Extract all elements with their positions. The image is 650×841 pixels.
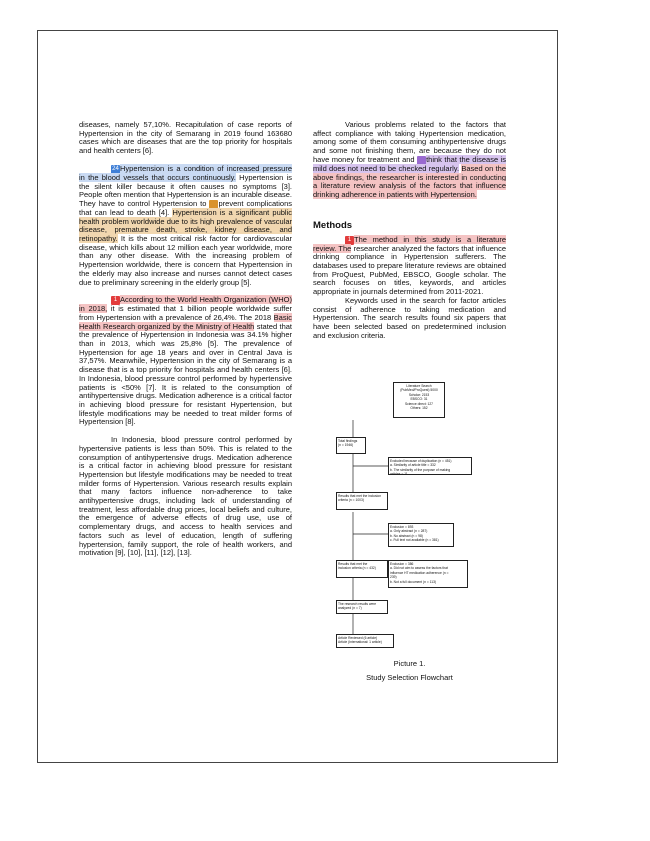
flowchart-box-total <box>336 437 366 454</box>
flowchart-box-line: a. Similarity of article title = 332 <box>390 463 436 468</box>
highlighted-text: The method in this study is a literature review. The <box>313 234 506 253</box>
text-run: diseases, namely 57,10%. Recapitulation of case reports of Hypertension in the city of Semarang in 2019 found 163680 cases which are diseases that are the top priority for hospitals and health centers [6]. <box>79 120 292 156</box>
flowchart-box-line: Article (International: 1 article) <box>338 640 382 645</box>
flowchart-box-line: inclusion criteria (n = 432) <box>338 566 376 571</box>
paragraph <box>79 436 292 558</box>
figure-caption-number: Picture 1. <box>393 659 426 668</box>
annotation-tag: 1 <box>111 296 120 305</box>
flowchart-box-line: (PubMed/ProQuest) 5000 <box>400 388 438 393</box>
flowchart-box-line: analyzed (n = 7) <box>338 606 362 611</box>
highlighted-text: Hypertension is a condition of increased pressure in the blood vessels that occurs continuously. <box>79 163 292 182</box>
highlighted-text: think that the disease is mild does not need to be checked regularly. <box>313 154 506 173</box>
paragraph <box>313 297 506 341</box>
paragraph <box>79 121 292 156</box>
text-run: researcher analyzed the factors that influence drinking compliance in Hypertension sufferers. The databases used to prepare literature reviews are obtained from ProQuest, PubMed, EBSCO, Google scholar. The search focuses on titles, keywords, and articles appropriate in journals determined from 2011-2021. <box>313 243 507 297</box>
flowchart-box-line: c. Full text not available (n = 381) <box>390 538 439 543</box>
flowchart-box-line: Exclusion = 386 <box>390 562 414 566</box>
text-run: stated that the prevalence of Hypertension in Indonesia was 34.1% higher than in 2013, which was 25,8% [5]. The prevalence of Hypertension for age 18 years and over in Central Java is 37,57%. Meanwhile, Hypertension in the city of Semarang is a disease that is a top priority for hospitals and health centers [6]. In Indonesia, blood pressure control performed by hypertensive patients is <50% [7]. It is related to the consumption of antihypertensive drugs. Medication adherence is a critical factor in achieving blood pressure for resistant Hypertension, but lifestyle modifications may be needed to treat milder forms of Hypertension [8]. <box>79 321 293 427</box>
paragraph <box>313 236 506 297</box>
flowchart-box-line: Others: 152 <box>410 406 428 411</box>
text-run: In Indonesia, blood pressure control performed by hypertensive patients is less than 50%. This is related to the consumption of antihypertensive drugs. Medication adherence is a critical factor in achieving blood pressure for resistant Hypertension but lifestyle modifications may be needed to treat milder forms of Hypertension. Various research results explain that many factors influence non-adherence to take antihypertensive drugs, including lack of understanding of treatment, less affordable drug prices, local beliefs and culture, the emergence of adverse effects of drug use, use of complementary drugs, and access to health services and factors such as level of education, length of suffering hypertension, family support, the role of health workers, and motivation [9], [10], [11], [12], [13]. <box>79 435 292 558</box>
flowchart-box-line: Literature Search <box>406 384 432 388</box>
highlighted-text: Hypertension is a significant public health problem worldwide due to its high prevalence of vascular disease, premature death, stroke, kidney disease, and retinopathy. <box>79 207 292 244</box>
highlighted-text: Based on the above findings, the researcher is interested in conducting a literature review analysis of the factors that influence drinking adherence in patients with Hypertension. <box>313 163 506 199</box>
flowchart-box-line: b. No abstract (n = 98) <box>390 533 423 538</box>
flowchart-box-line: Total findings <box>338 439 358 443</box>
flowchart-box-exclusion3 <box>388 560 468 588</box>
figure-caption-title: Study Selection Flowchart <box>366 673 453 682</box>
flowchart-box-identification <box>393 382 445 418</box>
flowchart-box-line: b. The similarity of the purpose of making <box>390 467 451 472</box>
flowchart-box-inclusion <box>336 492 388 510</box>
annotation-tag: 1 <box>345 236 354 245</box>
text-run: it is estimated that 1 billion people worldwide suffer from Hypertension with a prevalence of 26,4%. The 2018 <box>79 304 292 322</box>
text-run: Hypertension is the silent killer because it often causes no symptoms [3]. People often mention that Hypertension is an incurable disease. They have to control Hypertension to <box>79 172 292 208</box>
methods-section <box>313 236 506 341</box>
flowchart-box-line: a. Did not aim to assess the factors that <box>390 566 448 571</box>
flowchart-box-line: The research results were <box>338 602 377 606</box>
flowchart-box-review <box>336 600 388 614</box>
flowchart-box-line: influence HT medication adherence (n = <box>390 570 449 575</box>
highlighted-text: According to the World Health Organization (WHO) in 2018, <box>79 295 292 314</box>
paragraph <box>79 165 292 287</box>
flowchart-box-excluded1 <box>388 457 472 475</box>
flowchart-box-line: criteria (n = 1003) <box>338 498 364 503</box>
annotation-tag: 24 <box>112 165 119 172</box>
text-run: Various problems related to the factors that affect compliance with taking Hypertension medication, among some of them consuming antihypertensive drugs and some not finishing them, are because they do not have money for treatment and <box>313 120 506 164</box>
text-run: It is the most critical risk factor for cardiovascular disease, which kills about 12 million each year worldwide, more than any other disease. With the increasing problem of Hypertension worldwide, there is concern that Hypertension in the elderly may also increase and nurses cannot detect cases due to preliminary screening in the elderly group [5]. <box>79 234 292 287</box>
flowchart-box-final <box>336 634 394 648</box>
flowchart-box-line: Article Reviewed (6 article) <box>338 636 378 640</box>
methods-heading: Methods <box>313 219 353 231</box>
flowchart-box-line: 239) <box>390 575 397 580</box>
flowchart-box-line: articles = 11 <box>390 472 408 475</box>
paragraph <box>79 296 292 427</box>
flowchart-box-exclusion2 <box>388 523 454 547</box>
flowchart-box-line: (n = 1946) <box>338 443 354 448</box>
flowchart-box-line: Exclusion = 893 <box>390 525 414 529</box>
right-column <box>313 121 506 340</box>
flowchart-box-line: Excluded because of duplication (n = 451) <box>390 459 452 463</box>
text-run: Keywords used in the search for factor articles consist of adherence to taking medication and Hypertension. The search results found six papers that have been selected based on predetermined inclusion and exclusion criteria. <box>313 295 506 340</box>
flowchart <box>333 382 493 657</box>
flowchart-box-line: Science direct: 127 <box>404 401 434 406</box>
text-run: prevent complications that can lead to death [4]. <box>79 198 292 217</box>
highlighted-text: Basic Health Research organized by the Ministry of Health <box>79 312 292 331</box>
flowchart-box-notmet <box>336 560 388 578</box>
flowchart-box-line: Results that met the inclusion <box>338 494 382 498</box>
flowchart-box-line: b. Not a full document (n = 113) <box>390 579 437 584</box>
right-intro-paragraph <box>313 121 506 200</box>
flowchart-box-line: Results that met the <box>338 562 368 566</box>
flowchart-box-line: a. Only abstract (n = 287) <box>390 529 428 534</box>
flowchart-box-line: EBSCO: 31 <box>410 397 428 402</box>
flowchart-box-line: Scholar: 2153 <box>408 392 430 397</box>
left-column <box>79 121 292 558</box>
